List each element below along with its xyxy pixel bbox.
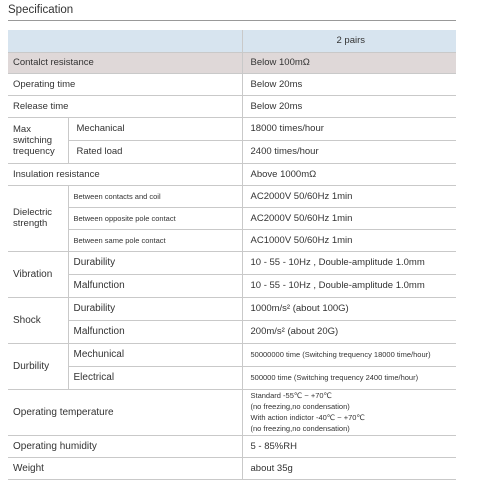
specification-table xyxy=(8,30,456,480)
table-row xyxy=(8,95,456,117)
table-row xyxy=(8,297,456,320)
vibration-label: Vibration xyxy=(8,251,68,297)
operating-humidity-label: Operating humidity xyxy=(8,435,242,457)
table-row xyxy=(8,185,456,207)
temperature-line: (no freezing,no condensation) xyxy=(250,424,350,433)
table-row xyxy=(8,229,456,251)
vibration-durability-label: Durability xyxy=(68,251,242,274)
weight-label: Weight xyxy=(8,457,242,479)
table-row xyxy=(8,435,456,457)
vibration-malfunction-label: Malfunction xyxy=(68,274,242,297)
table-row xyxy=(8,73,456,95)
insulation-resistance-label: Insulation resistance xyxy=(8,163,242,185)
table-header-row xyxy=(8,30,456,52)
operating-humidity-value: 5 - 85%RH xyxy=(242,435,456,457)
temperature-line: With action indictor -40℃ ~ +70℃ xyxy=(250,413,365,422)
operating-temperature-value xyxy=(242,389,456,435)
table-row xyxy=(8,251,456,274)
table-row xyxy=(8,52,456,73)
table-row xyxy=(8,274,456,297)
vibration-durability-value: 10 - 55 - 10Hz , Double-amplitude 1.0mm xyxy=(242,251,456,274)
durbility-mechanical-value: 50000000 time (Switching trequency 18000 time/hour) xyxy=(242,343,456,366)
vibration-malfunction-value: 10 - 55 - 10Hz , Double-amplitude 1.0mm xyxy=(242,274,456,297)
release-time-value: Below 20ms xyxy=(242,95,456,117)
weight-value: about 35g xyxy=(242,457,456,479)
temperature-line: Standard -55℃ ~ +70℃ xyxy=(250,391,332,400)
dielectric-same-pole-label: Between same pole contact xyxy=(68,229,242,251)
contact-resistance-value: Below 100mΩ xyxy=(242,52,456,73)
shock-durability-label: Durability xyxy=(68,297,242,320)
table-row xyxy=(8,140,456,163)
shock-durability-value: 1000m/s² (about 100G) xyxy=(242,297,456,320)
header-blank-cell xyxy=(8,30,242,52)
table-row xyxy=(8,163,456,185)
max-switching-rated-load-label: Rated load xyxy=(68,140,242,163)
operating-temperature-label: Operating temperature xyxy=(8,389,242,435)
table-row xyxy=(8,207,456,229)
shock-label: Shock xyxy=(8,297,68,343)
dielectric-opposite-pole-label: Between opposite pole contact xyxy=(68,207,242,229)
release-time-label: Release time xyxy=(8,95,242,117)
shock-malfunction-label: Malfunction xyxy=(68,320,242,343)
durbility-electrical-label: Electrical xyxy=(68,366,242,389)
temperature-line: (no freezing,no condensation) xyxy=(250,402,350,411)
durbility-label: Durbility xyxy=(8,343,68,389)
dielectric-same-pole-value: AC1000V 50/60Hz 1min xyxy=(242,229,456,251)
operating-time-label: Operating time xyxy=(8,73,242,95)
operating-time-value: Below 20ms xyxy=(242,73,456,95)
dielectric-contacts-coil-label: Between contacts and coil xyxy=(68,185,242,207)
dielectric-opposite-pole-value: AC2000V 50/60Hz 1min xyxy=(242,207,456,229)
durbility-mechanical-label: Mechunical xyxy=(68,343,242,366)
max-switching-rated-load-value: 2400 times/hour xyxy=(242,140,456,163)
table-row xyxy=(8,320,456,343)
shock-malfunction-value: 200m/s² (about 20G) xyxy=(242,320,456,343)
dielectric-label: Dielectric strength xyxy=(8,185,68,251)
dielectric-contacts-coil-value: AC2000V 50/60Hz 1min xyxy=(242,185,456,207)
durbility-electrical-value: 500000 time (Switching trequency 2400 time/hour) xyxy=(242,366,456,389)
header-value: 2 pairs xyxy=(242,30,456,52)
max-switching-mechanical-value: 18000 times/hour xyxy=(242,117,456,140)
table-row xyxy=(8,389,456,435)
contact-resistance-label: Contalct resistance xyxy=(8,52,242,73)
max-switching-label: Max switching trequency xyxy=(8,117,68,163)
section-title: Specification xyxy=(8,4,74,16)
table-row xyxy=(8,117,456,140)
table-row xyxy=(8,457,456,479)
insulation-resistance-value: Above 1000mΩ xyxy=(242,163,456,185)
table-row xyxy=(8,366,456,389)
max-switching-mechanical-label: Mechanical xyxy=(68,117,242,140)
title-divider xyxy=(8,20,456,21)
table-row xyxy=(8,343,456,366)
